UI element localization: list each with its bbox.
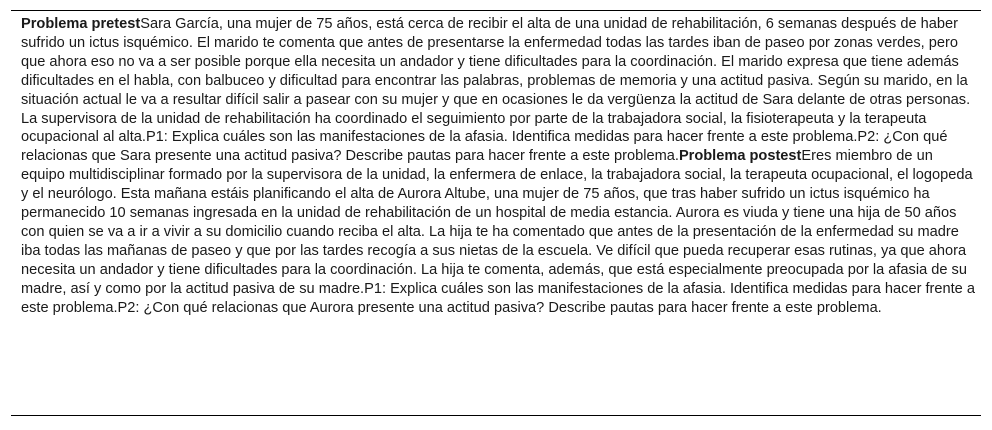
- postest-heading: Problema postest: [678, 148, 802, 165]
- postest-text: Eres miembro de un equipo multidisciplinar formado por la supervisora de la unidad, la enfermera de enlace, la trabajadora social, la terapeuta ocupacional, el logopeda y el neurólogo. Esta mañana estáis planificando el alta de Aurora Altube, una mujer de 75 años, que tras haber sufrido un ictus isquémico ha permanecido 10 semanas ingresada en la unidad de rehabilitación de un hospital de media estancia. Aurora es viuda y tiene una hija de 50 años con quien se va a ir a vivir a su domicilio cuando reciba el alta. La hija te ha comentado que antes de la presentación de la enfermedad su madre iba todas las mañanas de paseo y que por las tardes recogía a sus nietas de la escuela. Ve difícil que pueda recuperar esas rutinas, ya que ahora necesita un andador y tiene dificultades para la coordinación. La hija te comenta, además, que está especialmente preocupada por la afasia de su madre, así y como por la actitud pasiva de su madre.P1: Explica cuáles son las manifestaciones de la afasia. Identifica medidas para hacer frente a este problema.P2: ¿Con qué relacionas que Aurora presente una actitud pasiva? Describe pautas para hacer frente a este problema.: [21, 148, 975, 316]
- problems-cell: [21, 15, 976, 318]
- pretest-text: Sara García, una mujer de 75 años, está cerca de recibir el alta de una unidad de rehabilitación, 6 semanas después de haber sufrido un ictus isquémico. El marido te comenta que antes de presentarse la enfermedad todas las tardes iban de paseo por zonas verdes, pero que ahora eso no va a ser posible porque ella necesita un andador y tiene dificultades para la coordinación. El marido expresa que tiene además dificultades en el habla, con balbuceo y dificultad para encontrar las palabras, problemas de memoria y una actitud pasiva. Según su marido, en la situación actual le va a resultar difícil salir a pasear con su mujer y que en ocasiones le da vergüenza la actitud de Sara delante de otras personas. La supervisora de la unidad de rehabilitación ha coordinado el seguimiento por parte de la trabajadora social, la fisioterapeuta y la terapeuta ocupacional al alta.P1: Explica cuáles son las manifestaciones de la afasia. Identifica medidas para hacer frente a este problema.P2: ¿Con qué relacionas que Sara presente una actitud pasiva? Describe pautas para hacer frente a este problema.: [21, 16, 971, 165]
- pretest-heading: Problema pretest: [21, 16, 141, 32]
- problems-table: [11, 10, 981, 416]
